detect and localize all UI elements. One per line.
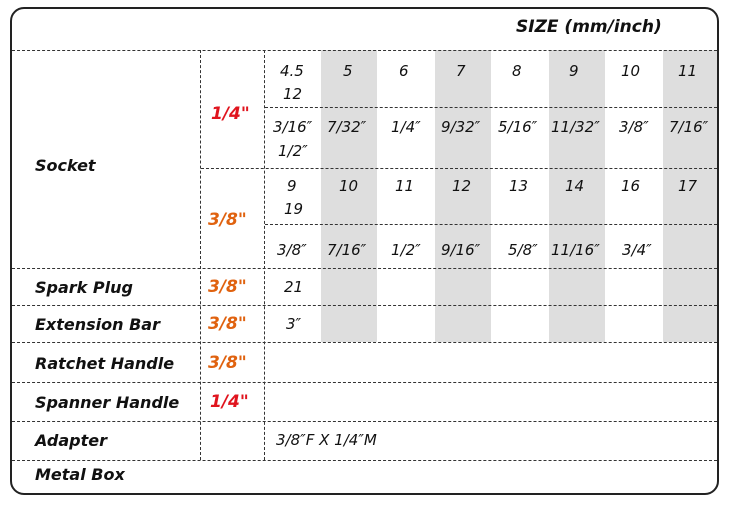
socket-size-value: 5/8″ <box>508 241 538 259</box>
divider-header <box>12 50 717 51</box>
size-header: SIZE (mm/inch) <box>516 17 662 37</box>
divider-spanner-handle <box>12 421 717 422</box>
socket-size-value: 7/16″ <box>327 241 367 259</box>
spanner-handle-label: Spanner Handle <box>35 393 180 412</box>
spanner-handle-drive: 1/4" <box>210 392 249 412</box>
spark-plug-drive: 3/8" <box>208 277 247 297</box>
socket-size-value: 12 <box>283 85 303 103</box>
socket-size-value: 1/2″ <box>278 142 308 160</box>
metal-box-label: Metal Box <box>35 465 125 484</box>
socket-size-value: 11 <box>678 62 698 80</box>
shaded-column-4 <box>435 50 491 342</box>
adapter-label: Adapter <box>35 431 107 450</box>
socket-drive-threeeighths: 3/8" <box>208 210 247 230</box>
socket-size-value: 9 <box>569 62 579 80</box>
socket-size-value: 10 <box>621 62 641 80</box>
socket-drive-quarter: 1/4" <box>211 104 250 124</box>
spark-plug-value: 21 <box>284 278 304 296</box>
socket-size-value: 9 <box>287 177 297 195</box>
divider-threeeighths-mid <box>265 224 717 225</box>
socket-size-value: 4.5 <box>280 62 304 80</box>
divider-ratchet-handle <box>12 382 717 383</box>
socket-size-value: 6 <box>399 62 409 80</box>
socket-size-value: 16 <box>621 177 641 195</box>
socket-size-value: 1/2″ <box>391 241 421 259</box>
shaded-column-8 <box>663 50 717 342</box>
socket-size-value: 10 <box>339 177 359 195</box>
socket-size-value: 7/16″ <box>669 118 709 136</box>
extension-bar-label: Extension Bar <box>35 315 160 334</box>
shaded-column-6 <box>549 50 605 342</box>
column-divider-drive <box>200 50 201 460</box>
socket-size-value: 3/4″ <box>622 241 652 259</box>
divider-socket-drive <box>201 168 717 169</box>
socket-size-value: 5 <box>343 62 353 80</box>
column-divider-values <box>264 50 265 460</box>
socket-size-value: 14 <box>565 177 585 195</box>
socket-size-value: 3/8″ <box>619 118 649 136</box>
socket-size-value: 19 <box>284 200 304 218</box>
divider-quarter-mid <box>265 107 717 108</box>
divider-extension-bar <box>12 342 717 343</box>
socket-size-value: 12 <box>452 177 472 195</box>
spark-plug-label: Spark Plug <box>35 278 133 297</box>
divider-socket-end <box>12 268 717 269</box>
ratchet-handle-label: Ratchet Handle <box>35 354 175 373</box>
socket-size-value: 3/8″ <box>277 241 307 259</box>
socket-size-value: 7 <box>456 62 466 80</box>
extension-bar-value: 3″ <box>286 315 302 333</box>
extension-bar-drive: 3/8" <box>208 314 247 334</box>
adapter-value: 3/8″F X 1/4″M <box>276 431 377 449</box>
socket-size-value: 13 <box>509 177 529 195</box>
divider-adapter <box>12 460 717 461</box>
socket-size-value: 8 <box>512 62 522 80</box>
socket-size-value: 3/16″ <box>273 118 313 136</box>
socket-label: Socket <box>35 156 96 175</box>
socket-size-value: 5/16″ <box>498 118 538 136</box>
divider-spark-plug <box>12 305 717 306</box>
socket-size-value: 11/16″ <box>551 241 600 259</box>
socket-size-value: 17 <box>678 177 698 195</box>
ratchet-handle-drive: 3/8" <box>208 353 247 373</box>
socket-size-value: 9/32″ <box>441 118 481 136</box>
shaded-column-2 <box>321 50 377 342</box>
socket-size-value: 7/32″ <box>327 118 367 136</box>
socket-size-value: 11 <box>395 177 415 195</box>
socket-size-value: 11/32″ <box>551 118 600 136</box>
socket-size-value: 1/4″ <box>391 118 421 136</box>
socket-size-value: 9/16″ <box>441 241 481 259</box>
